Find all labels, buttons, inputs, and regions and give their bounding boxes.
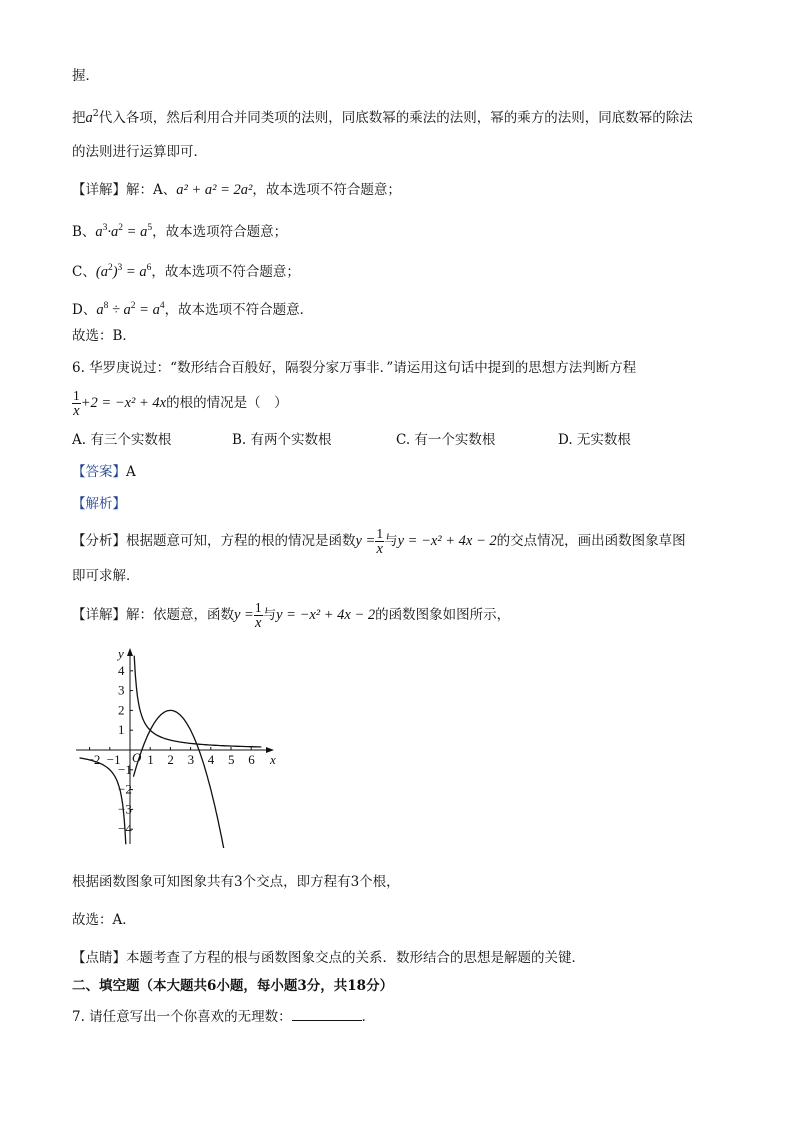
text-fragment: ．	[361, 1009, 376, 1025]
text-fragment: 的交点情况，画出函数图象草图	[496, 533, 686, 549]
y-tick-label: 2	[118, 702, 125, 718]
analysis-line	[72, 524, 686, 558]
math-expression: $a^8 \div a^2 = a^4$	[96, 301, 165, 318]
y-axis-label: y	[118, 648, 124, 661]
denominator: x	[376, 541, 383, 557]
text-fragment: D、	[72, 302, 97, 318]
y-tick-label: −3	[118, 801, 132, 817]
math-expression: y = −x² + 4x − 2	[397, 533, 497, 549]
text-fragment: 解：依题意，函数	[126, 607, 234, 623]
x-tick-label: 1	[147, 752, 154, 767]
text-fragment: 与	[262, 607, 277, 623]
answer-tag: 【答案】	[72, 464, 126, 480]
text-fragment: 的根的情况是（ ）	[166, 395, 288, 411]
section-tag: 【详解】	[72, 182, 126, 198]
text-fragment: B、	[72, 224, 96, 240]
comment-line	[72, 948, 585, 968]
text-fragment: 本题考查了方程的根与函数图象交点的关系．数形结合的思想是解题的关键．	[126, 950, 585, 966]
text-fragment: 7. 请任意写出一个你喜欢的无理数：	[72, 1009, 292, 1025]
text-line	[72, 218, 287, 242]
x-tick-label: 2	[167, 752, 174, 767]
text-fragment: 的函数图象如图所示，	[375, 607, 511, 623]
text-line	[72, 104, 693, 128]
text-line	[72, 180, 401, 200]
fraction-one-over-x	[375, 527, 384, 556]
question-6-stem: 6. 华罗庚说过：“数形结合百般好，隔裂分家万事非．”请运用这句话中提到的思想方法判断方程	[72, 360, 637, 376]
text-fragment: ，故本选项不符合题意；	[151, 264, 300, 280]
math-expression: +2 = −x² + 4x	[80, 395, 167, 411]
text-line: 即可求解．	[72, 568, 140, 584]
y-tick-label: −2	[118, 781, 132, 797]
answer-blank[interactable]	[292, 1006, 362, 1021]
option-c[interactable]: C. 有一个实数根	[396, 432, 496, 448]
y-tick-label: −1	[118, 761, 132, 777]
math-expression: y = −x² + 4x − 2	[276, 607, 376, 623]
text-line: 握．	[72, 68, 99, 84]
fraction-one-over-x	[254, 601, 263, 630]
text-fragment: ，故本选项不符合题意；	[252, 182, 401, 198]
math-expression: y =	[234, 607, 254, 623]
y-tick-label: 4	[118, 662, 125, 678]
detail-line	[72, 598, 510, 632]
math-a: a	[85, 110, 93, 126]
function-graph	[72, 648, 284, 848]
question-6-equation	[72, 386, 288, 420]
text-fragment: ，故本选项不符合题意．	[164, 302, 314, 318]
analysis-tag: 【解析】	[72, 496, 126, 512]
x-axis-label: x	[270, 752, 276, 767]
answer-line	[72, 462, 136, 482]
hyperbola-right-branch	[134, 656, 261, 747]
section-heading: 二、填空题（本大题共6小题，每小题3分，共18分）	[72, 978, 394, 994]
question-7	[72, 1006, 375, 1027]
math-expression: y =	[355, 533, 376, 549]
numerator: 1	[376, 526, 384, 541]
numerator: 1	[73, 388, 80, 403]
text-fragment: ，故本选项符合题意；	[152, 224, 288, 240]
y-tick-label: 3	[118, 682, 125, 698]
math-expression: a² + a² = 2a²	[176, 182, 253, 198]
text-fragment: 代入各项，然后利用合并同类项的法则，同底数幂的乘法的法则，幂的乘方的法则，同底数幂的除法	[98, 110, 693, 126]
math-expression: $(a^2)^3 = a^6$	[95, 263, 152, 280]
text-fragment: C、	[72, 264, 96, 280]
y-tick-label: −4	[118, 821, 132, 837]
text-line	[72, 296, 313, 320]
x-tick-label: 3	[187, 752, 195, 767]
x-tick-label: 4	[207, 752, 215, 767]
text-line: 的法则进行运算即可．	[72, 144, 207, 160]
x-tick-label: 5	[228, 752, 235, 767]
section-tag: 【点睛】	[72, 950, 126, 966]
text-line: 故选：B．	[72, 328, 136, 344]
fraction-one-over-x	[72, 389, 81, 418]
y-axis-arrow	[127, 648, 133, 656]
option-a[interactable]: A. 有三个实数根	[72, 432, 172, 448]
text-fragment: 与	[384, 533, 398, 549]
text-line: 故选：A．	[72, 912, 136, 928]
denominator: x	[255, 615, 262, 631]
denominator: x	[73, 403, 80, 419]
option-d[interactable]: D. 无实数根	[558, 432, 631, 448]
text-line	[72, 258, 300, 282]
numerator: 1	[254, 600, 262, 615]
parabola-curve	[133, 710, 230, 848]
math-expression: $a^3\cdot a^2 = a^5$	[95, 223, 153, 240]
text-fragment: 解：A、	[126, 182, 177, 198]
x-tick-label: −1	[106, 752, 121, 767]
x-tick-label: 6	[248, 752, 255, 767]
analysis-heading	[72, 494, 126, 514]
text-fragment: 把	[72, 110, 86, 126]
origin-label: O	[132, 750, 142, 765]
x-tick-label: −2	[86, 752, 101, 767]
option-b[interactable]: B. 有两个实数根	[232, 432, 332, 448]
exponent: 2	[92, 108, 99, 119]
text-line: 根据函数图象可知图象共有3个交点，即方程有3个根，	[72, 874, 400, 890]
answer-value: A	[126, 464, 136, 480]
section-tag: 【详解】	[72, 607, 126, 623]
text-fragment: 根据题意可知，方程的根的情况是函数	[126, 533, 356, 549]
section-tag: 【分析】	[72, 533, 126, 549]
y-tick-label: 1	[118, 722, 125, 738]
